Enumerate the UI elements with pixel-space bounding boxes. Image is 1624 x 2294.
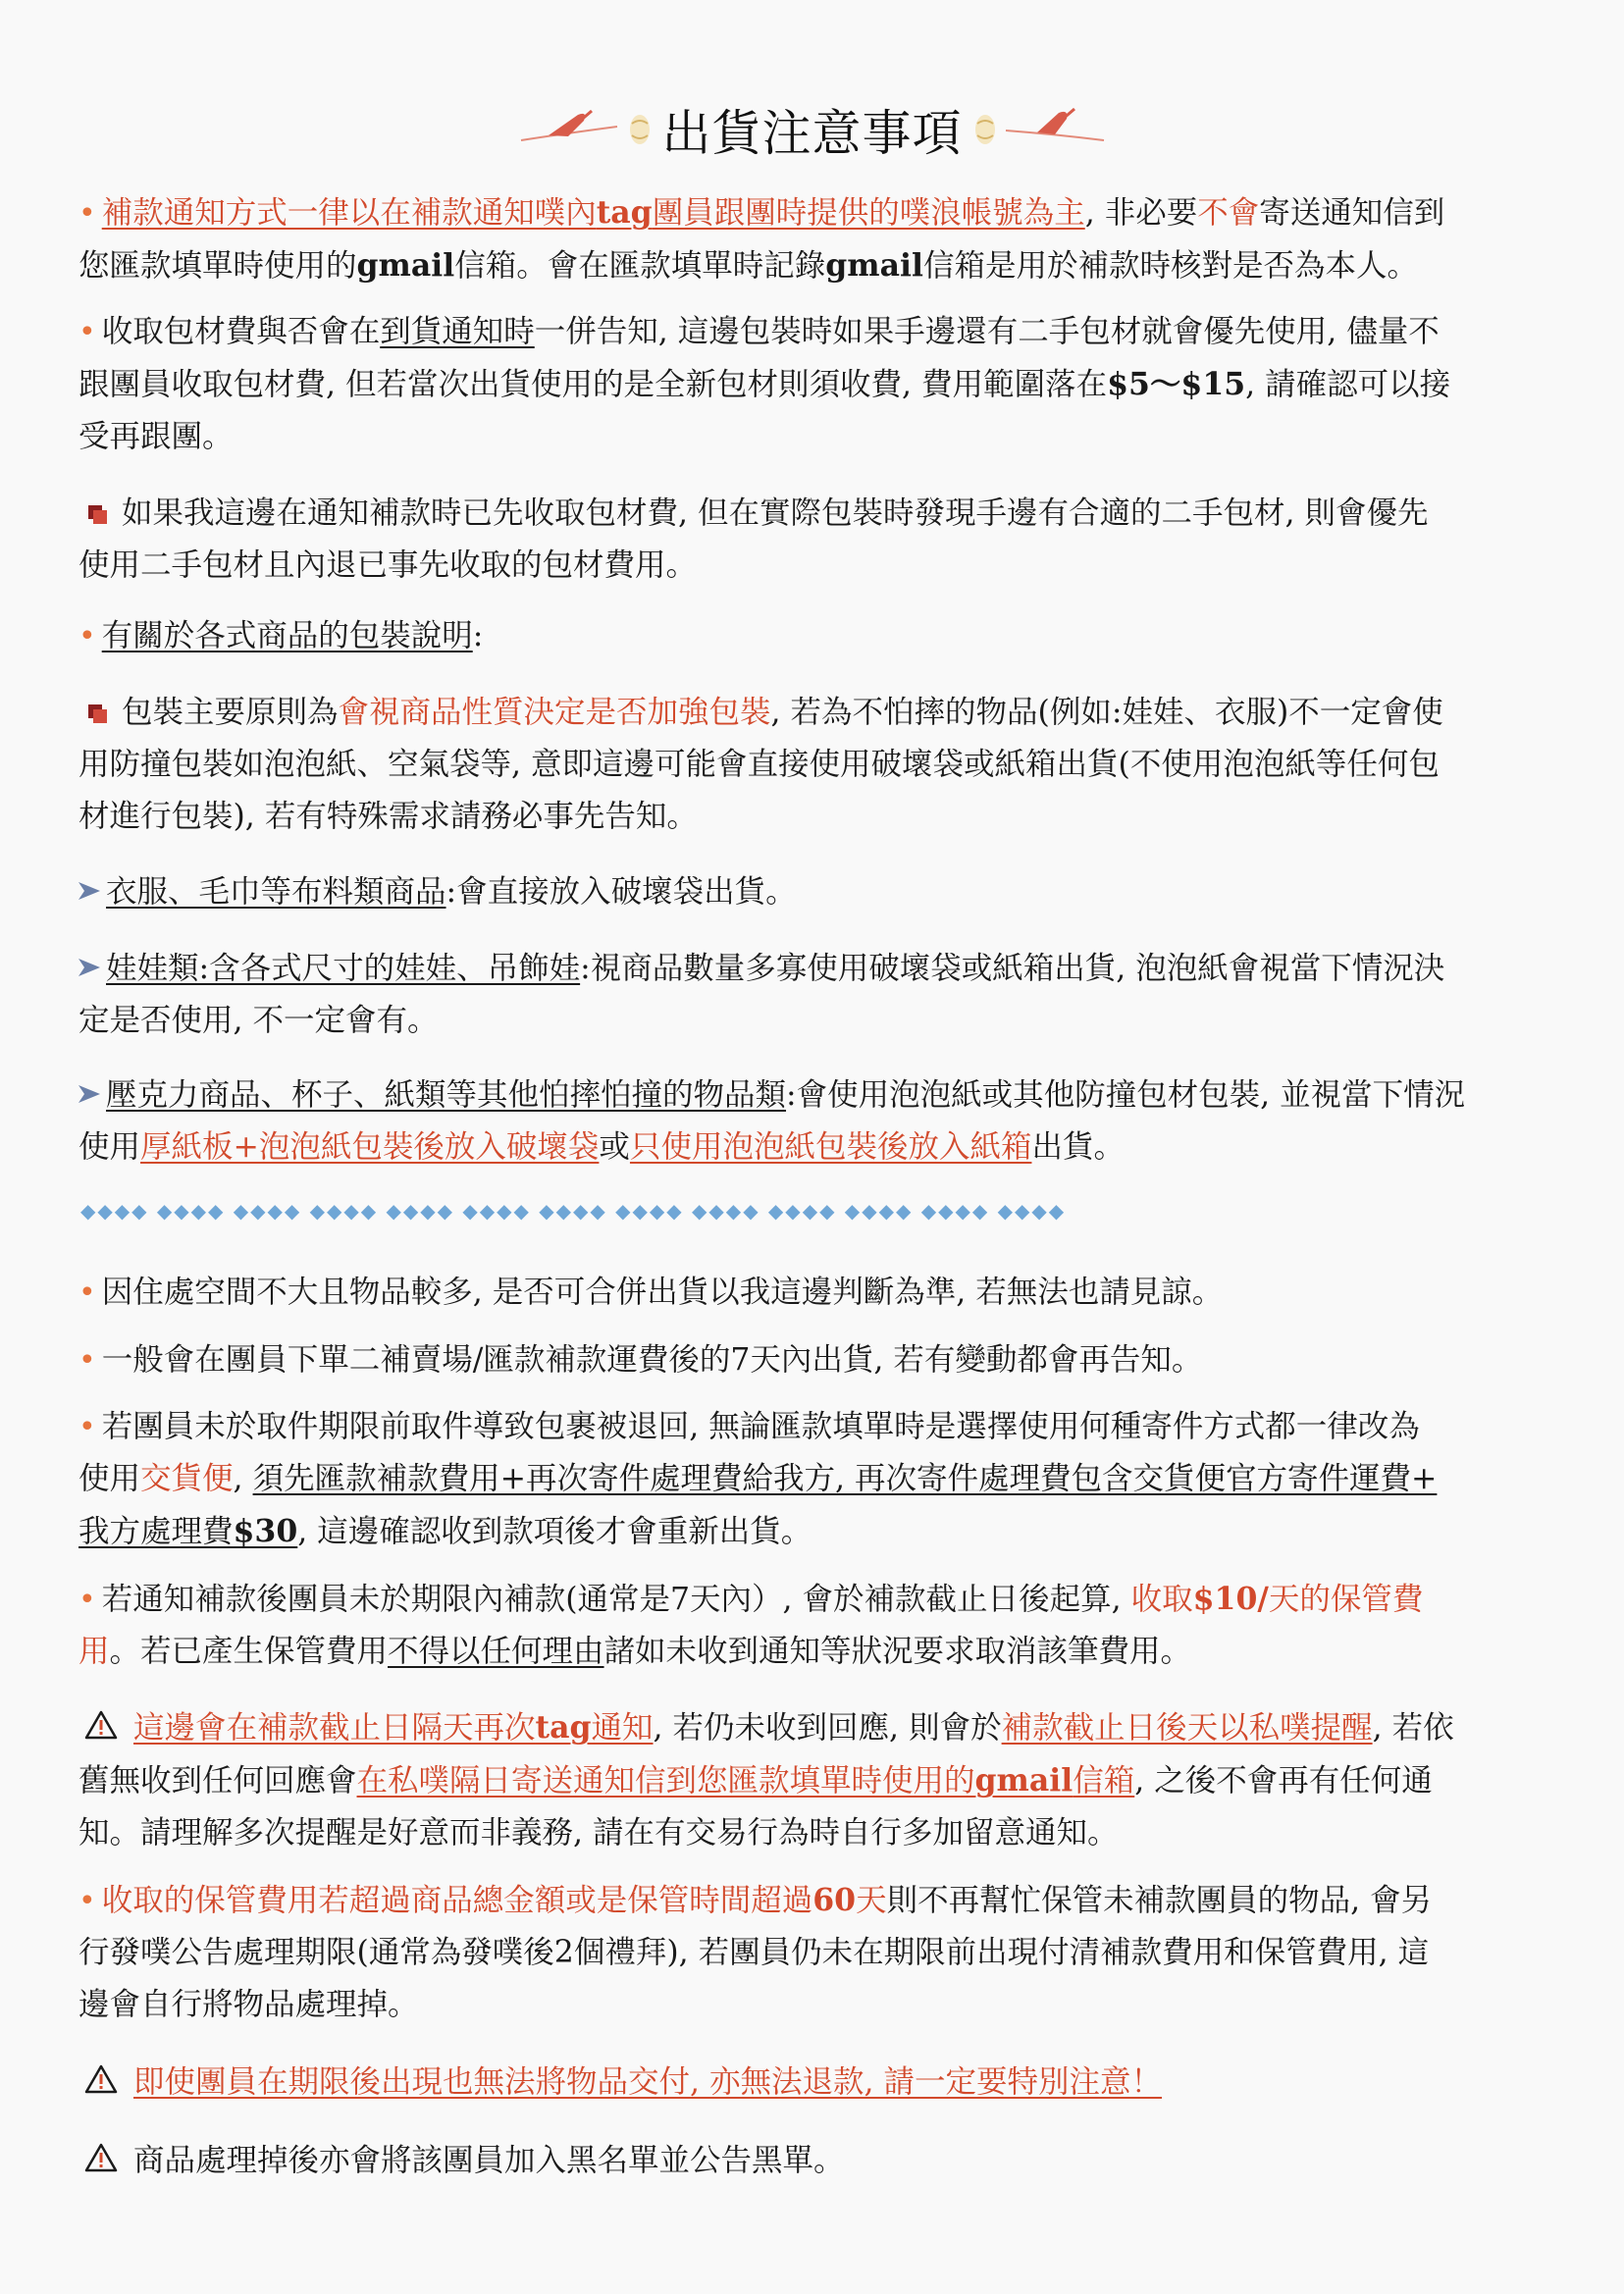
text: 材進行包裝), 若有特殊需求請務必事先告知。: [79, 799, 698, 834]
text: 寄送通知信到: [1259, 195, 1445, 231]
paragraph-7: [79, 943, 1550, 1047]
emphasis-text: 不會: [1197, 195, 1260, 231]
emphasis-text: 在私噗隔日寄送通知信到您匯款填單時使用的: [356, 1763, 975, 1799]
bird-branch-right-icon: [998, 105, 1106, 154]
emphasis-text: 天: [856, 1883, 887, 1918]
paragraph-12: [79, 1573, 1550, 1678]
warning-icon: [84, 1710, 118, 1740]
text: 則不再幫忙保管未補款團員的物品, 會另: [886, 1883, 1433, 1918]
red-square-icon: [86, 503, 108, 525]
paragraph-11: [79, 1401, 1550, 1558]
page-title: 出貨注意事項: [661, 105, 963, 162]
text: ,: [233, 1461, 253, 1496]
amount-text: $10/: [1192, 1581, 1269, 1617]
gmail-text: gmail: [974, 1762, 1074, 1799]
text: 如果我這邊在通知補款時已先收取包材費, 但在實際包裝時發現手邊有合適的二手包材, 則會優先: [122, 495, 1429, 531]
text: 受再跟團。: [79, 419, 234, 454]
arrow-icon: [79, 882, 100, 900]
text: 定是否使用, 不一定會有。: [79, 1003, 439, 1038]
text: , 若為不怕摔的物品(例如:娃娃、衣服)不一定會使: [770, 695, 1443, 730]
text: 信箱是用於補款時核對是否為本人。: [922, 248, 1418, 284]
price-text: $5～$15: [1107, 366, 1246, 402]
paragraph-16: [79, 2135, 1550, 2187]
text: 商品處理掉後亦會將該團員加入黑名單並公告黑單。: [133, 2143, 845, 2178]
text: 信箱。會在匯款填單時記錄: [454, 248, 826, 284]
emphasis-text: 只使用泡泡紙包裝後放入紙箱: [629, 1129, 1032, 1165]
text: :視商品數量多寡使用破壞袋或紙箱出貨, 泡泡紙會視當下情況決: [580, 951, 1445, 986]
bullet-dot: •: [79, 1410, 96, 1444]
paragraph-13: [79, 1701, 1550, 1859]
paragraph-6: [79, 866, 1550, 918]
text: 知。請理解多次提醒是好意而非義務, 請在有交易行為時自行多加留意通知。: [79, 1815, 1119, 1851]
underlined-text: 我方處理費: [79, 1514, 234, 1549]
emphasis-text: 這邊會在補款截止日隔天再次: [133, 1710, 536, 1746]
warning-icon: [84, 2064, 118, 2094]
emphasis-text: 補款截止日後天以私噗提醒: [1001, 1710, 1373, 1746]
red-square-icon: [86, 703, 108, 724]
emphasis-text: 會視商品性質決定是否加強包裝: [338, 695, 771, 730]
text: 收取包材費與否會在: [101, 314, 381, 349]
bullet-dot: •: [79, 1583, 96, 1617]
gmail-text: gmail: [825, 247, 923, 284]
text: , 請確認可以接: [1245, 367, 1451, 402]
text: 因住處空間不大且物品較多, 是否可合併出貨以我這邊判斷為準, 若無法也請見諒。: [101, 1275, 1224, 1310]
text: , 若依: [1372, 1710, 1454, 1746]
gmail-text: gmail: [356, 247, 455, 284]
text: 或: [599, 1129, 630, 1165]
emphasis-text: 用: [79, 1634, 110, 1669]
bullet-dot: •: [79, 1276, 96, 1310]
bird-branch-left-icon: [519, 105, 627, 154]
days-text: 60: [812, 1882, 857, 1918]
text: , 若仍未收到回應, 則會於: [653, 1710, 1002, 1746]
amount-text: $30: [233, 1513, 298, 1549]
text: 跟團員收取包材費, 但若當次出貨使用的是全新包材則須收費, 費用範圍落在: [79, 367, 1108, 402]
bullet-dot: •: [79, 196, 96, 231]
text: 。若已產生保管費用: [109, 1634, 389, 1669]
paragraph-5: [79, 687, 1550, 843]
underlined-text: 衣服、毛巾等布料類商品: [106, 874, 446, 910]
text: 行發噗公告處理期限(通常為發噗後2個禮拜), 若團員仍未在期限前出現付清補款費用和保管費用, 這: [79, 1935, 1430, 1970]
paragraph-8: [79, 1069, 1550, 1173]
text: 使用: [79, 1461, 141, 1496]
text: 出貨。: [1031, 1129, 1125, 1165]
text: 包裝主要原則為: [122, 695, 339, 730]
bullet-dot: •: [79, 1884, 96, 1918]
paragraph-14: [79, 1874, 1550, 2031]
paragraph-15: [79, 2057, 1550, 2109]
text: 一併告知, 這邊包裝時如果手邊還有二手包材就會優先使用, 儘量不: [534, 314, 1440, 349]
text: :會使用泡泡紙或其他防撞包材包裝, 並視當下情況: [786, 1077, 1466, 1113]
paragraph-3: [79, 488, 1550, 592]
paragraph-10: [79, 1334, 1550, 1386]
text: 一般會在團員下單二補賣場/匯款補款運費後的7天內出貨, 若有變動都會再告知。: [101, 1342, 1203, 1378]
emphasis-text: 補款通知方式一律以在補款通知噗內: [101, 195, 597, 231]
emphasis-text: 通知: [591, 1710, 654, 1746]
warning-icon: [84, 2143, 118, 2172]
text: 若團員未於取件期限前取件導致包裹被退回, 無論匯款填單時是選擇使用何種寄件方式都一律改為: [101, 1409, 1420, 1444]
title-row: [0, 90, 1624, 169]
tag-text: tag: [535, 1709, 592, 1746]
text: 使用二手包材且內退已事先收取的包材費用。: [79, 547, 698, 583]
text: 用防撞包裝如泡泡紙、空氣袋等, 意即這邊可能會直接使用破壞袋或紙箱出貨(不使用泡泡紙等任何包: [79, 747, 1440, 782]
emphasis-text: 團員跟團時提供的噗浪帳號為主: [652, 195, 1085, 231]
text: :會直接放入破壞袋出貨。: [445, 874, 797, 910]
paragraph-2: [79, 306, 1550, 463]
paragraph-9: [79, 1267, 1550, 1319]
emphasis-text: 收取: [1130, 1582, 1193, 1617]
diamond-separator: ◆◆◆◆ ◆◆◆◆ ◆◆◆◆ ◆◆◆◆ ◆◆◆◆ ◆◆◆◆ ◆◆◆◆ ◆◆◆◆ ◆◆◆◆ ◆◆◆◆ ◆◆◆◆ ◆◆◆◆ ◆◆◆◆: [80, 1199, 1067, 1223]
underlined-text: 到貨通知時: [380, 314, 535, 349]
emphasis-text: 厚紙板+泡泡紙包裝後放入破壞袋: [140, 1129, 600, 1165]
text: 使用: [79, 1129, 141, 1165]
emphasis-text: 收取的保管費用若超過商品總金額或是保管時間超過: [101, 1883, 813, 1918]
paragraph-1: [79, 186, 1550, 292]
underlined-text: 壓克力商品、杯子、紙類等其他怕摔怕撞的物品類: [106, 1077, 787, 1113]
text: , 非必要: [1084, 195, 1198, 231]
underlined-text: 娃娃類:含各式尺寸的娃娃、吊飾娃: [106, 951, 581, 986]
underlined-text: 不得以任何理由: [388, 1634, 604, 1669]
text: :: [472, 618, 484, 653]
arrow-icon: [79, 959, 100, 976]
lantern-right-icon: [972, 108, 998, 151]
text: 若通知補款後團員未於期限內補款(通常是7天內）, 會於補款截止日後起算,: [101, 1582, 1131, 1617]
lantern-left-icon: [627, 108, 653, 151]
text: 邊會自行將物品處理掉。: [79, 1987, 419, 2022]
text: , 之後不會再有任何通: [1134, 1763, 1433, 1799]
arrow-icon: [79, 1085, 100, 1103]
tag-text: tag: [596, 194, 653, 231]
text: 您匯款填單時使用的: [79, 248, 357, 284]
emphasis-text: 天的保管費: [1268, 1582, 1424, 1617]
bullet-dot: •: [79, 315, 96, 349]
underlined-text: 須先匯款補款費用+再次寄件處理費給我方, 再次寄件處理費包含交貨便官方寄件運費+: [252, 1461, 1438, 1496]
section-heading: 有關於各式商品的包裝說明: [101, 618, 473, 653]
emphasis-text: 信箱: [1073, 1763, 1135, 1799]
emphasis-text: 交貨便: [140, 1461, 234, 1496]
bullet-dot: •: [79, 619, 96, 653]
bullet-dot: •: [79, 1343, 96, 1378]
paragraph-4: [79, 610, 1550, 662]
warning-text: 即使團員在期限後出現也無法將物品交付, 亦無法退款, 請一定要特別注意！: [133, 2064, 1163, 2100]
text: 諸如未收到通知等狀況要求取消該筆費用。: [603, 1634, 1192, 1669]
text: , 這邊確認收到款項後才會重新出貨。: [297, 1514, 812, 1549]
text: 舊無收到任何回應會: [79, 1763, 357, 1799]
